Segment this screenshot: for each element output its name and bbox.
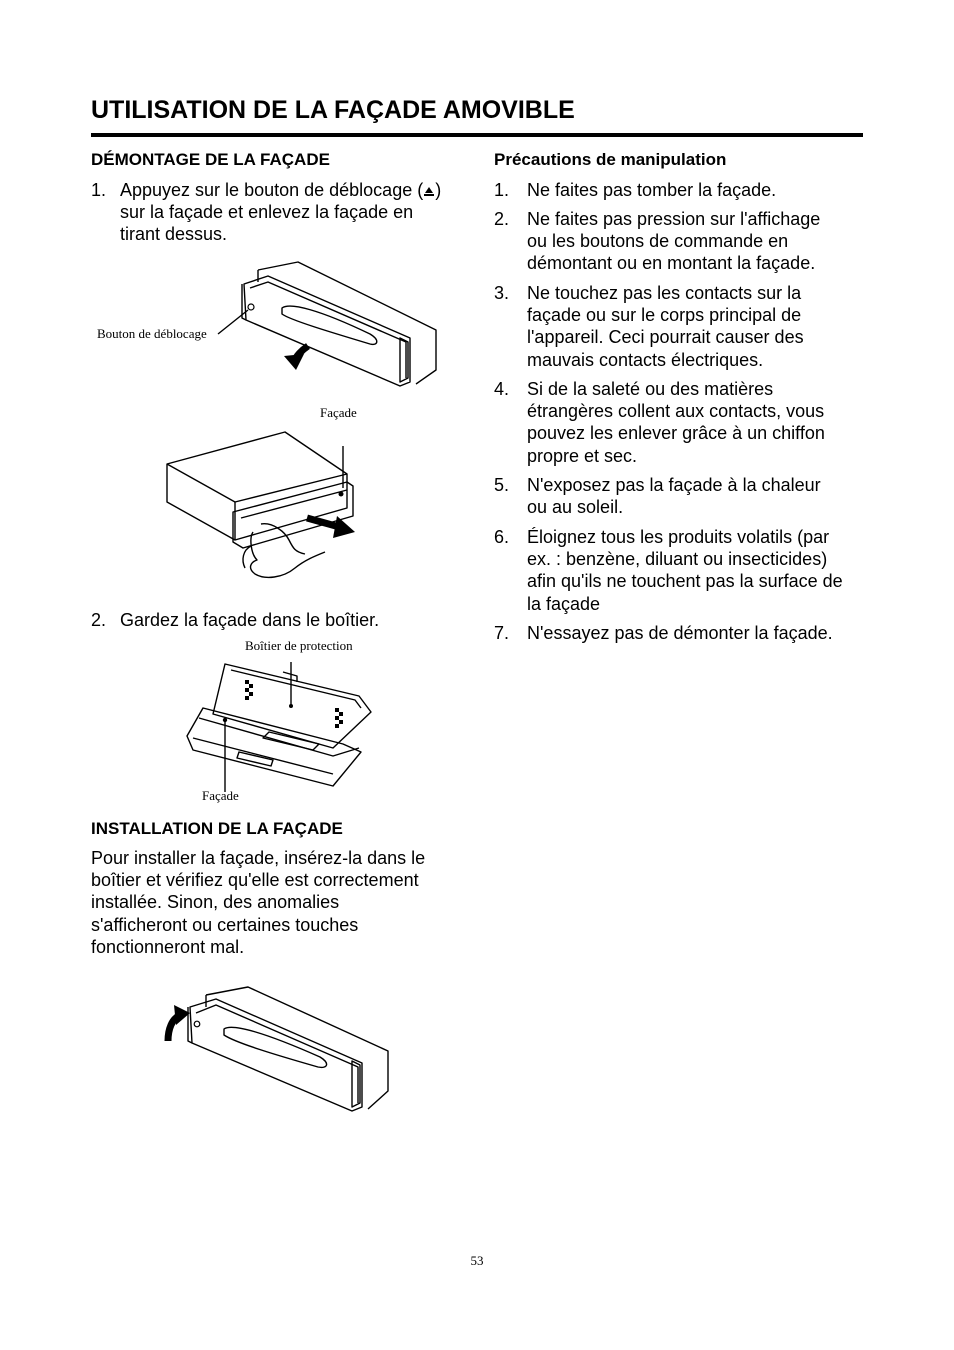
- removal-step-1: [91, 179, 471, 249]
- step1-line1-a: Appuyez sur le bouton de déblocage (: [120, 180, 424, 200]
- removal-step-2: [91, 609, 471, 633]
- item-line: Éloignez tous les produits volatils (par: [527, 527, 830, 547]
- item-line: étrangères collent aux contacts, vous: [527, 401, 825, 422]
- caption-case: Boîtier de protection: [245, 638, 353, 653]
- item-line: afin qu'ils ne touchent pas la surface de: [527, 571, 843, 592]
- item-line: Ne touchez pas les contacts sur la: [527, 283, 802, 303]
- caption-release-button: Bouton de déblocage: [97, 326, 207, 341]
- pull-faceplate-illustration: [165, 428, 365, 593]
- item-number: 7.: [494, 623, 510, 643]
- item-number: 3.: [494, 283, 510, 303]
- title-rule: [91, 133, 863, 137]
- item-line: N'exposez pas la façade à la chaleur: [527, 475, 821, 495]
- step-number: 2.: [91, 610, 107, 630]
- precaution-item-2: [494, 208, 869, 278]
- item-line: Si de la saleté ou des matières: [527, 379, 774, 399]
- install-faceplate-illustration: [160, 985, 410, 1115]
- precaution-item-5: [494, 474, 869, 522]
- item-line: démontant ou en montant la façade.: [527, 253, 816, 274]
- removal-heading: DÉMONTAGE DE LA FAÇADE: [91, 150, 330, 169]
- install-line: boîtier et vérifiez qu'elle est correctement: [91, 870, 419, 891]
- item-line: l'appareil. Ceci pourrait causer des: [527, 327, 804, 348]
- item-line: propre et sec.: [527, 445, 638, 466]
- eject-icon: [423, 184, 435, 198]
- precaution-item-6: [494, 526, 869, 618]
- step1-line3: tirant dessus.: [120, 224, 228, 245]
- item-number: 6.: [494, 527, 510, 547]
- install-line: s'afficheront ou certaines touches: [91, 914, 359, 935]
- install-line: fonctionneront mal.: [91, 936, 245, 957]
- caption-facade-2: Façade: [202, 788, 239, 803]
- precaution-item-7: [494, 622, 869, 646]
- item-number: 2.: [494, 209, 510, 229]
- install-line: installée. Sinon, des anomalies: [91, 892, 340, 913]
- release-button-illustration: [210, 258, 450, 393]
- precaution-item-4: [494, 378, 869, 470]
- step1-line2: sur la façade et enlevez la façade en: [120, 202, 414, 223]
- step2-text: Gardez la façade dans le boîtier.: [120, 610, 380, 630]
- install-paragraph: [91, 847, 471, 958]
- item-line: Ne faites pas tomber la façade.: [527, 180, 777, 200]
- step-number: 1.: [91, 180, 107, 200]
- item-number: 5.: [494, 475, 510, 495]
- caption-facade-1: Façade: [320, 405, 357, 420]
- item-number: 4.: [494, 379, 510, 399]
- install-heading: INSTALLATION DE LA FAÇADE: [91, 819, 343, 838]
- precautions-heading: Précautions de manipulation: [494, 150, 727, 169]
- item-line: la façade: [527, 593, 601, 614]
- precaution-item-1: [494, 179, 869, 203]
- protective-case-illustration: [183, 656, 378, 786]
- item-line: N'essayez pas de démonter la façade.: [527, 623, 833, 643]
- item-number: 1.: [494, 180, 510, 200]
- item-line: façade ou sur le corps principal de: [527, 305, 802, 326]
- item-line: ou les boutons de commande en: [527, 231, 789, 252]
- page-number: 53: [470, 1253, 484, 1268]
- item-line: ou au soleil.: [527, 497, 624, 518]
- install-line: Pour installer la façade, insérez-la dans le: [91, 848, 426, 868]
- step1-line1-b: ): [435, 180, 442, 200]
- precaution-item-3: [494, 282, 869, 374]
- item-line: pouvez les enlever grâce à un chiffon: [527, 423, 825, 444]
- item-line: mauvais contacts électriques.: [527, 349, 764, 370]
- item-line: ex. : benzène, diluant ou insecticides): [527, 549, 828, 570]
- page-title: UTILISATION DE LA FAÇADE AMOVIBLE: [91, 96, 575, 124]
- item-line: Ne faites pas pression sur l'affichage: [527, 209, 821, 229]
